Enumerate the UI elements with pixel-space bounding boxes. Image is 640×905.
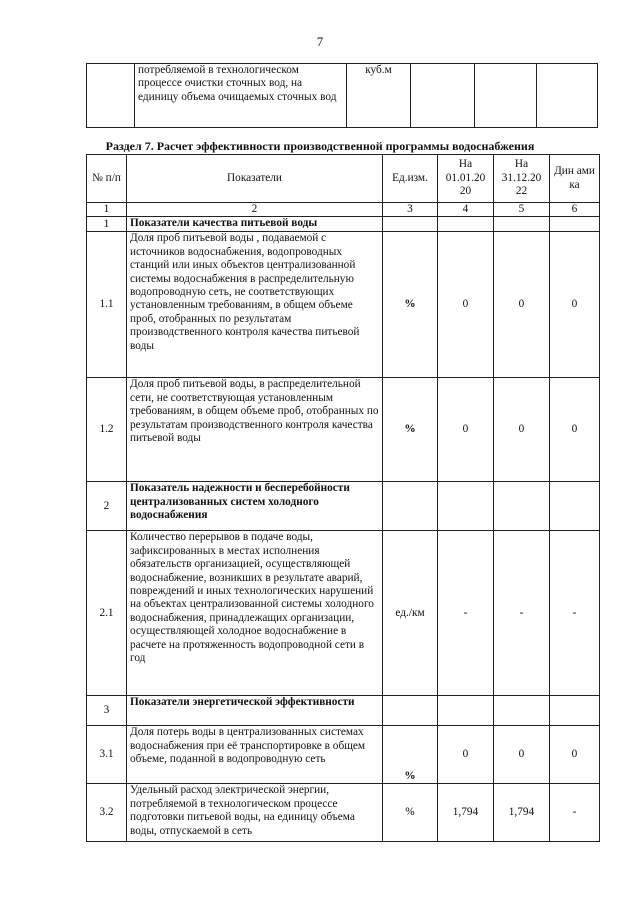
value-cell [411, 64, 475, 128]
page-number: 7 [316, 34, 324, 49]
header-num: № п/п [87, 155, 127, 203]
row-value-2: - [494, 531, 550, 696]
column-number: 5 [494, 203, 550, 217]
row-value-2 [494, 217, 550, 232]
row-unit [383, 217, 438, 232]
header-row [87, 155, 600, 203]
column-number: 4 [438, 203, 494, 217]
row-number-cell [87, 64, 135, 128]
row-name: Доля проб питьевой воды, в распределительной сети, не соответствующая установленным требованиям, в общем объеме проб, отобранных по результатам производственного контроля качества питьевой воды [127, 378, 383, 482]
column-numbers-row [87, 203, 600, 217]
row-value-1: 0 [438, 232, 494, 378]
row-number: 2 [87, 482, 127, 531]
row-name: Доля потерь воды в централизованных системах водоснабжения при её транспортировке в общем объеме, поданной в водопроводную сеть [127, 726, 383, 784]
row-name: Показатели энергетической эффективности [127, 696, 383, 726]
table-row [87, 531, 600, 696]
row-value-3: - [550, 784, 600, 842]
row-value-2 [494, 696, 550, 726]
section-title: Раздел 7. Расчет эффективности производственной программы водоснабжения [105, 139, 535, 153]
table-row [87, 784, 600, 842]
row-value-1: 0 [438, 378, 494, 482]
column-number: 1 [87, 203, 127, 217]
row-value-1 [438, 482, 494, 531]
efficiency-table [86, 154, 600, 842]
row-value-1: 1,794 [438, 784, 494, 842]
row-unit: ед./км [383, 531, 438, 696]
table-row [87, 378, 600, 482]
unit-cell: куб.м [347, 64, 411, 128]
row-number: 1 [87, 217, 127, 232]
row-number: 3 [87, 696, 127, 726]
row-unit: % [383, 784, 438, 842]
row-value-1: 0 [438, 726, 494, 784]
table-row [87, 726, 600, 784]
row-value-2: 0 [494, 378, 550, 482]
row-value-3: 0 [550, 232, 600, 378]
header-col6: Дин ами ка [550, 155, 600, 203]
row-name: Показатель надежности и бесперебойности централизованных систем холодного водоснабжения [127, 482, 383, 531]
row-value-3 [550, 217, 600, 232]
table-row [87, 696, 600, 726]
row-number: 3.1 [87, 726, 127, 784]
continuation-table [86, 63, 598, 128]
row-value-1: - [438, 531, 494, 696]
row-value-3: - [550, 531, 600, 696]
table-row [87, 64, 598, 128]
column-number: 6 [550, 203, 600, 217]
row-value-1 [438, 217, 494, 232]
row-value-2 [494, 482, 550, 531]
row-number: 2.1 [87, 531, 127, 696]
row-unit [383, 696, 438, 726]
row-value-2: 0 [494, 232, 550, 378]
table-row [87, 482, 600, 531]
row-unit [383, 482, 438, 531]
table-row [87, 217, 600, 232]
row-unit: % [383, 232, 438, 378]
value-cell [475, 64, 537, 128]
header-col5: На 31.12.20 22 [494, 155, 550, 203]
row-name: Показатели качества питьевой воды [127, 217, 383, 232]
indicator-name-cell: потребляемой в технологическом процессе очистки сточных вод, на единицу объема очищаемых сточных вод [135, 64, 347, 128]
row-value-3: 0 [550, 726, 600, 784]
row-value-2: 1,794 [494, 784, 550, 842]
row-number: 1.2 [87, 378, 127, 482]
row-name: Доля проб питьевой воды , подаваемой с источников водоснабжения, водопроводных станций или иных объектов централизованной системы водоснабжения в распределительную водопроводную сеть, не соответствующих установленным требованиям, в общем объеме проб, отобранных по результатам производственного контроля качества питьевой воды [127, 232, 383, 378]
row-value-2: 0 [494, 726, 550, 784]
row-name: Удельный расход электрической энергии, потребляемой в технологическом процессе подготовки питьевой воды, на единицу объема воды, отпускаемой в сеть [127, 784, 383, 842]
row-unit: % [383, 726, 438, 784]
row-value-3: 0 [550, 378, 600, 482]
table-row [87, 232, 600, 378]
header-col4: На 01.01.20 20 [438, 155, 494, 203]
header-unit: Ед.изм. [383, 155, 438, 203]
row-value-3 [550, 696, 600, 726]
row-name: Количество перерывов в подаче воды, зафиксированных в местах исполнения обязательств организацией, осуществляющей водоснабжение, возникших в результате аварий, повреждений и иных технологических нарушений на объектах централизованной системы холодного водоснабжения, принадлежащих организации, осуществляющей холодное водоснабжение в расчете на протяженность водопроводной сети в год [127, 531, 383, 696]
row-value-3 [550, 482, 600, 531]
value-cell [537, 64, 598, 128]
row-number: 1.1 [87, 232, 127, 378]
column-number: 3 [383, 203, 438, 217]
row-value-1 [438, 696, 494, 726]
column-number: 2 [127, 203, 383, 217]
header-name: Показатели [127, 155, 383, 203]
row-unit: % [383, 378, 438, 482]
row-number: 3.2 [87, 784, 127, 842]
